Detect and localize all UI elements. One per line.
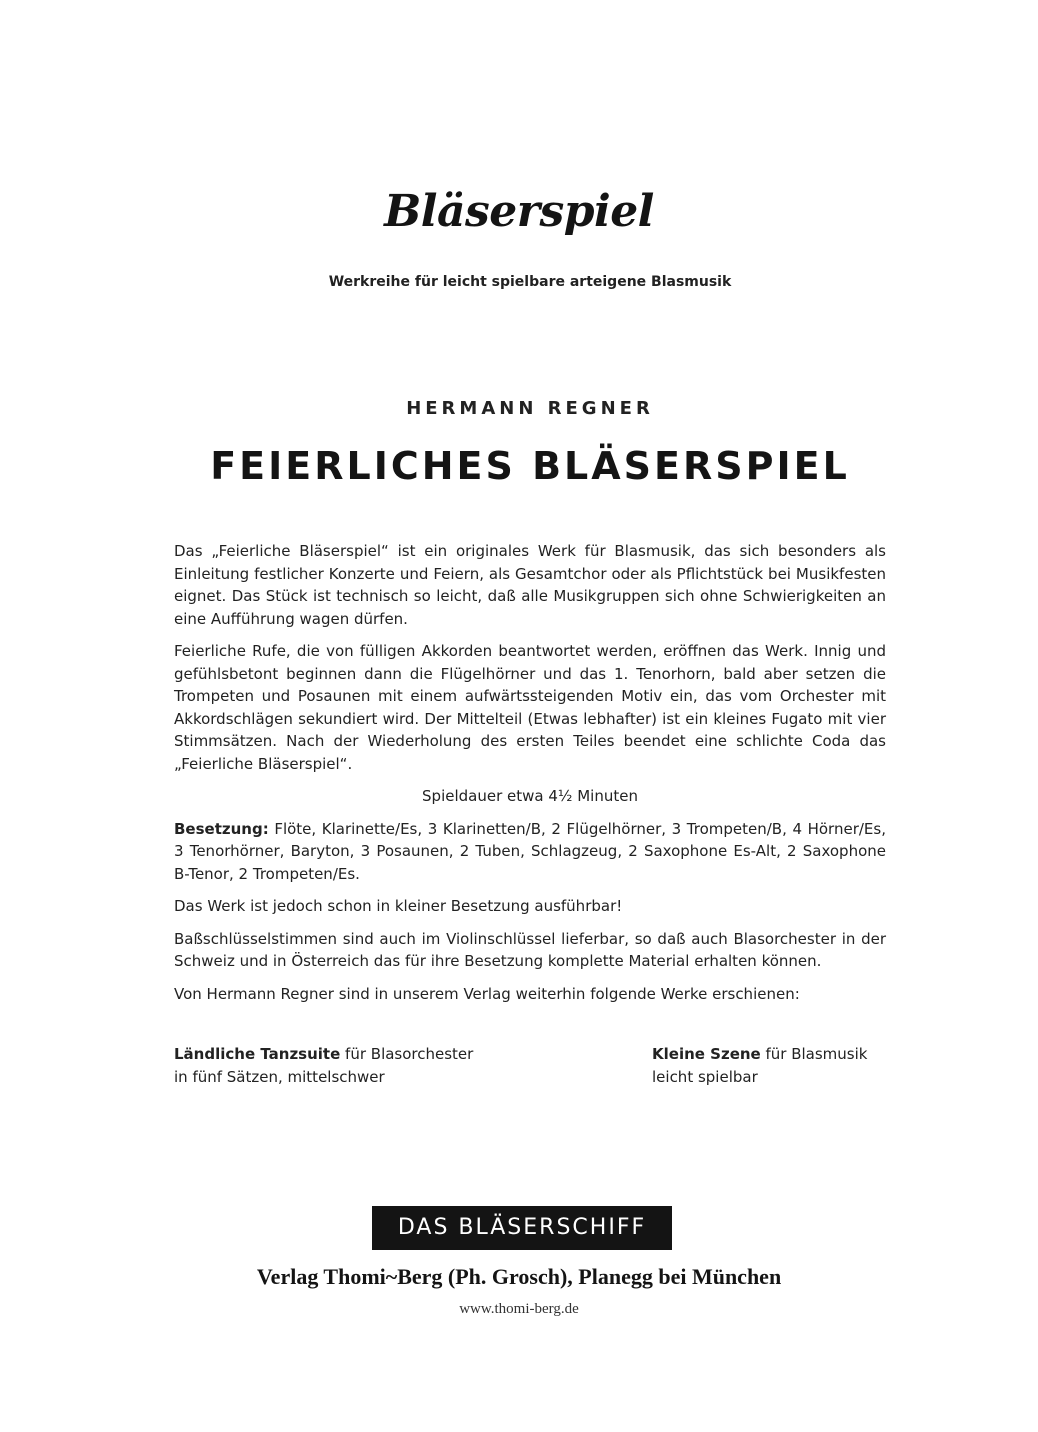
other-work-title: Kleine Szene [652,1045,761,1063]
publisher-name: Verlag Thomi~Berg (Ph. Grosch), Planegg bei München [256,1264,782,1289]
other-works-intro: Von Hermann Regner sind in unserem Verlag weiterhin folgende Werke erschienen: [174,984,800,1003]
other-work-item [652,1043,892,1088]
instrumentation-list: Flöte, Klarinette/Es, 3 Klarinetten/B, 2 Flügelhörner, 3 Trompeten/B, 4 Hörner/Es, 3 Tenorhörner, Baryton, 3 Posaunen, 2 Tuben, Schlagzeug, 2 Saxophone Es-Alt, 2 Saxophone B-Tenor, 2 Trompeten/Es. [174,819,886,883]
bass-clef-note: Baßschlüsselstimmen sind auch im Violinschlüssel lieferbar, so daß auch Blasorchester in der Schweiz und in Österreich das für ihre Besetzung komplette Material erhalten können. [174,929,886,970]
series-title: Bläserspiel [384,186,654,237]
description-paragraph: Feierliche Rufe, die von fülligen Akkorden beantwortet werden, eröffnen das Werk. Innig und gefühlsbetont beginnen dann die Flügelhörner und das 1. Tenorhorn, bald aber setzen die Trompeten und Posaunen mit einem aufwärtssteigenden Motiv ein, das vom Orchester mit Akkordschlägen sekundiert wird. Der Mittelteil (Etwas lebhafter) ist ein kleines Fugato mit vier Stimmsätzen. Nach der Wiederholung des ersten Teiles beendet eine schlichte Coda das „Feierliche Bläserspiel“. [174,642,886,773]
description-body [174,540,886,1015]
duration-line: Spieldauer etwa 4½ Minuten [422,787,638,805]
other-work-item [174,1043,534,1088]
small-setting-note: Das Werk ist jedoch schon in kleiner Besetzung ausführbar! [174,897,623,915]
work-title: FEIERLICHES BLÄSERSPIEL [210,444,850,488]
other-work-scoring: für Blasorchester [340,1045,474,1063]
other-work-detail: leicht spielbar [652,1067,758,1086]
instrumentation-paragraph [174,818,886,886]
publisher-website: www.thomi-berg.de [459,1301,579,1317]
series-subtitle: Werkreihe für leicht spielbare arteigene Blasmusik [328,274,732,290]
intro-paragraph: Das „Feierliche Bläserspiel“ ist ein originales Werk für Blasmusik, das sich besonders als Einleitung festlicher Konzerte und Feiern, als Gesamtchor oder als Pflichtstück bei Musikfesten eignet. Das Stück ist technisch so leicht, daß alle Musikgruppen sich ohne Schwierigkeiten an eine Aufführung wagen dürfen. [174,542,886,628]
other-work-title: Ländliche Tanzsuite [174,1045,341,1063]
composer-name: HERMANN REGNER [406,398,654,419]
instrumentation-label: Besetzung: [174,819,269,838]
other-work-scoring: für Blasmusik [760,1045,868,1063]
publisher-logo: DAS BLÄSERSCHIFF [372,1206,672,1250]
other-work-detail: in fünf Sätzen, mittelschwer [174,1067,385,1086]
